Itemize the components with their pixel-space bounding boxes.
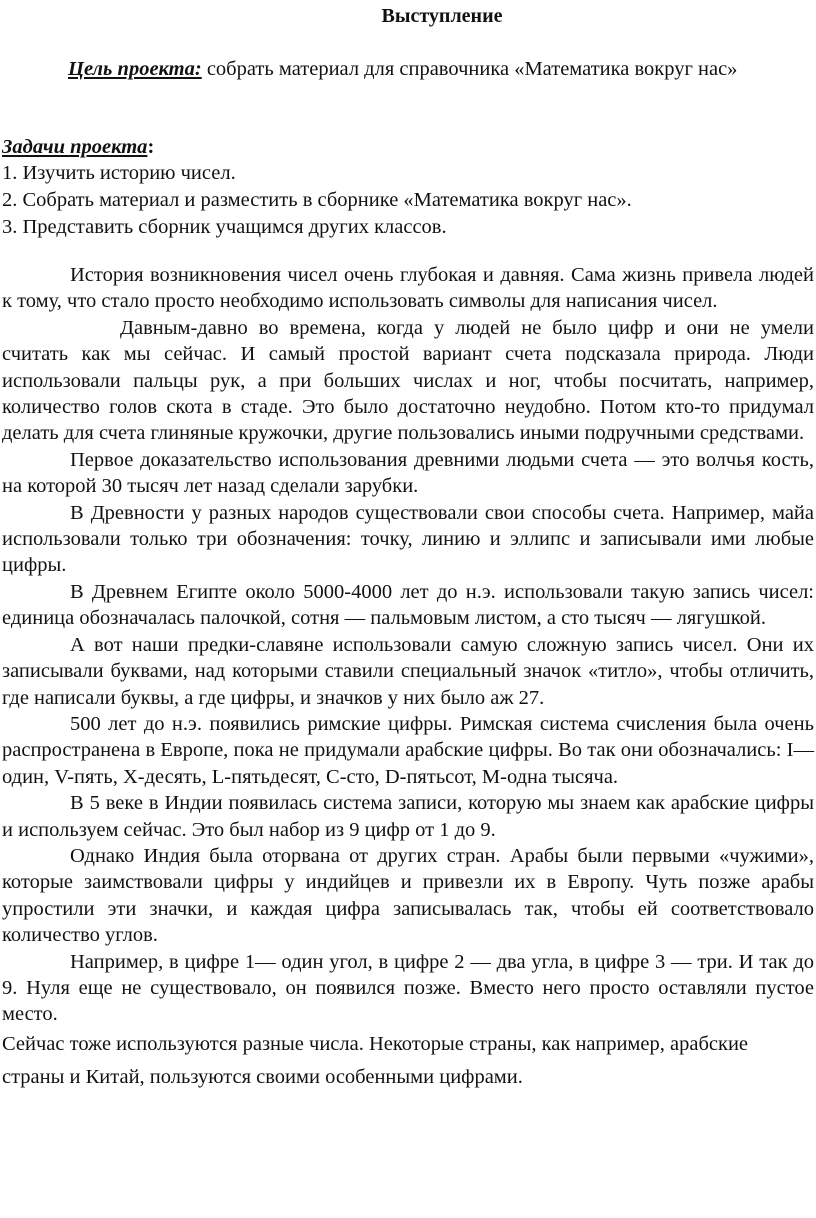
paragraph-modern: Сейчас тоже используются разные числа. Некоторые страны, как например, арабские страны и Китай, пользуются своими особенными цифрами.	[2, 1032, 749, 1088]
task-item: 3. Представить сборник учащимся других классов.	[2, 216, 447, 238]
paragraph-india: В 5 веке в Индии появилась система записи, которую мы знаем как арабские цифры и используем сейчас. Это был набор из 9 цифр от 1 до 9.	[2, 792, 814, 841]
paragraph-angles: Например, в цифре 1— один угол, в цифре 2 — два угла, в цифре 3 — три. И так до 9. Нуля еще не существовало, он появился позже. Вместо него просто оставляли пустое место.	[2, 950, 814, 1026]
body-text	[2, 262, 814, 1094]
goal-text: собрать материал для справочника «Математика вокруг нас»	[201, 58, 738, 80]
project-goal	[2, 56, 812, 83]
paragraph-roman: 500 лет до н.э. появились римские цифры. Римская система счисления была очень распространена в Европе, пока не придумали арабские цифры. Во так они обозначались: I—один, V-пять, X-десять, L-пятьдесят, C-сто, D-пятьсот, M-одна тысяча.	[2, 712, 814, 788]
paragraph-ancient-counting: Давным-давно во времена, когда у людей не было цифр и они не умели считать как мы сейчас. И самый простой вариант счета подсказала природа. Люди использовали пальцы рук, а при больших числах и ног, чтобы посчитать, например, количество голов скота в стаде. Это было достаточно неудобно. Потом кто-то придумал делать для счета глиняные кружочки, другие пользовались иными подручными средствами.	[2, 316, 814, 445]
paragraph-origin: История возникновения чисел очень глубокая и давняя. Сама жизнь привела людей к тому, что стало просто необходимо использовать символы для написания чисел.	[2, 264, 814, 313]
task-list	[2, 160, 632, 241]
tasks-label-colon: :	[147, 136, 155, 158]
paragraph-wolf-bone: Первое доказательство использования древними людьми счета — это волчья кость, на которой 30 тысяч лет назад сделали зарубки.	[2, 448, 814, 498]
tasks-heading	[2, 134, 154, 160]
tasks-label: Задачи проекта	[2, 136, 148, 158]
paragraph-maya: В Древности у разных народов существовали свои способы счета. Например, майа использовали только три обозначения: точку, линию и эллипс и записывали ими любые цифры.	[2, 501, 814, 577]
paragraph-egypt: В Древнем Египте около 5000-4000 лет до н.э. использовали такую запись чисел: единица обозначалась палочкой, сотня — пальмовым листом, а сто тысяч — лягушкой.	[2, 580, 814, 630]
document-title: Выступление	[381, 5, 503, 27]
task-item: 2. Собрать материал и разместить в сборнике «Математика вокруг нас».	[2, 189, 632, 211]
paragraph-slavs: А вот наши предки-славяне использовали самую сложную запись чисел. Они их записывали буквами, над которыми ставили специальный значок «титло», чтобы отличить, где написали буквы, а где цифры, и значков у них было аж 27.	[2, 633, 814, 709]
task-item: 1. Изучить историю чисел.	[2, 162, 236, 184]
paragraph-arabs: Однако Индия была оторвана от других стран. Арабы были первыми «чужими», которые заимствовали цифры у индийцев и привезли их в Европу. Чуть позже арабы упростили эти значки, и каждая цифра записывалась так, чтобы ей соответствовало количество углов.	[2, 844, 814, 947]
goal-label: Цель проекта:	[68, 58, 202, 80]
